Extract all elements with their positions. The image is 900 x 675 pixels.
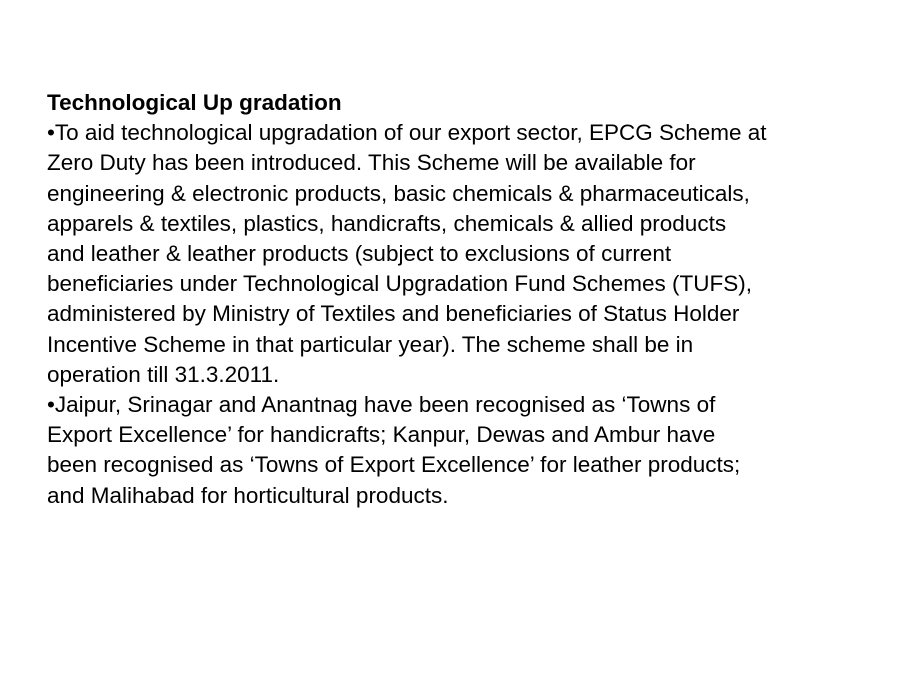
text-line: been recognised as ‘Towns of Export Excellence’ for leather products; [47,452,741,478]
text-line: •Jaipur, Srinagar and Anantnag have been recognised as ‘Towns of [47,392,716,418]
text-line: engineering & electronic products, basic chemicals & pharmaceuticals, [47,180,750,206]
text-line: and leather & leather products (subject to exclusions of current [47,241,672,267]
text-line: Zero Duty has been introduced. This Scheme will be available for [47,150,696,176]
text-line: administered by Ministry of Textiles and beneficiaries of Status Holder [47,301,740,327]
text-line: beneficiaries under Technological Upgradation Fund Schemes (TUFS), [47,271,752,297]
text-line: operation till 31.3.2011. [47,361,280,387]
text-line: and Malihabad for horticultural products. [47,482,449,508]
bullet-paragraph-epcg [47,118,867,390]
slide-content [47,88,867,511]
text-line: •To aid technological upgradation of our export sector, EPCG Scheme at [47,120,767,146]
bullet-paragraph-towns [47,390,867,511]
slide-heading: Technological Up gradation [47,90,342,115]
text-line: apparels & textiles, plastics, handicrafts, chemicals & allied products [47,210,727,236]
text-line: Export Excellence’ for handicrafts; Kanpur, Dewas and Ambur have [47,422,716,448]
text-line: Incentive Scheme in that particular year). The scheme shall be in [47,331,694,357]
